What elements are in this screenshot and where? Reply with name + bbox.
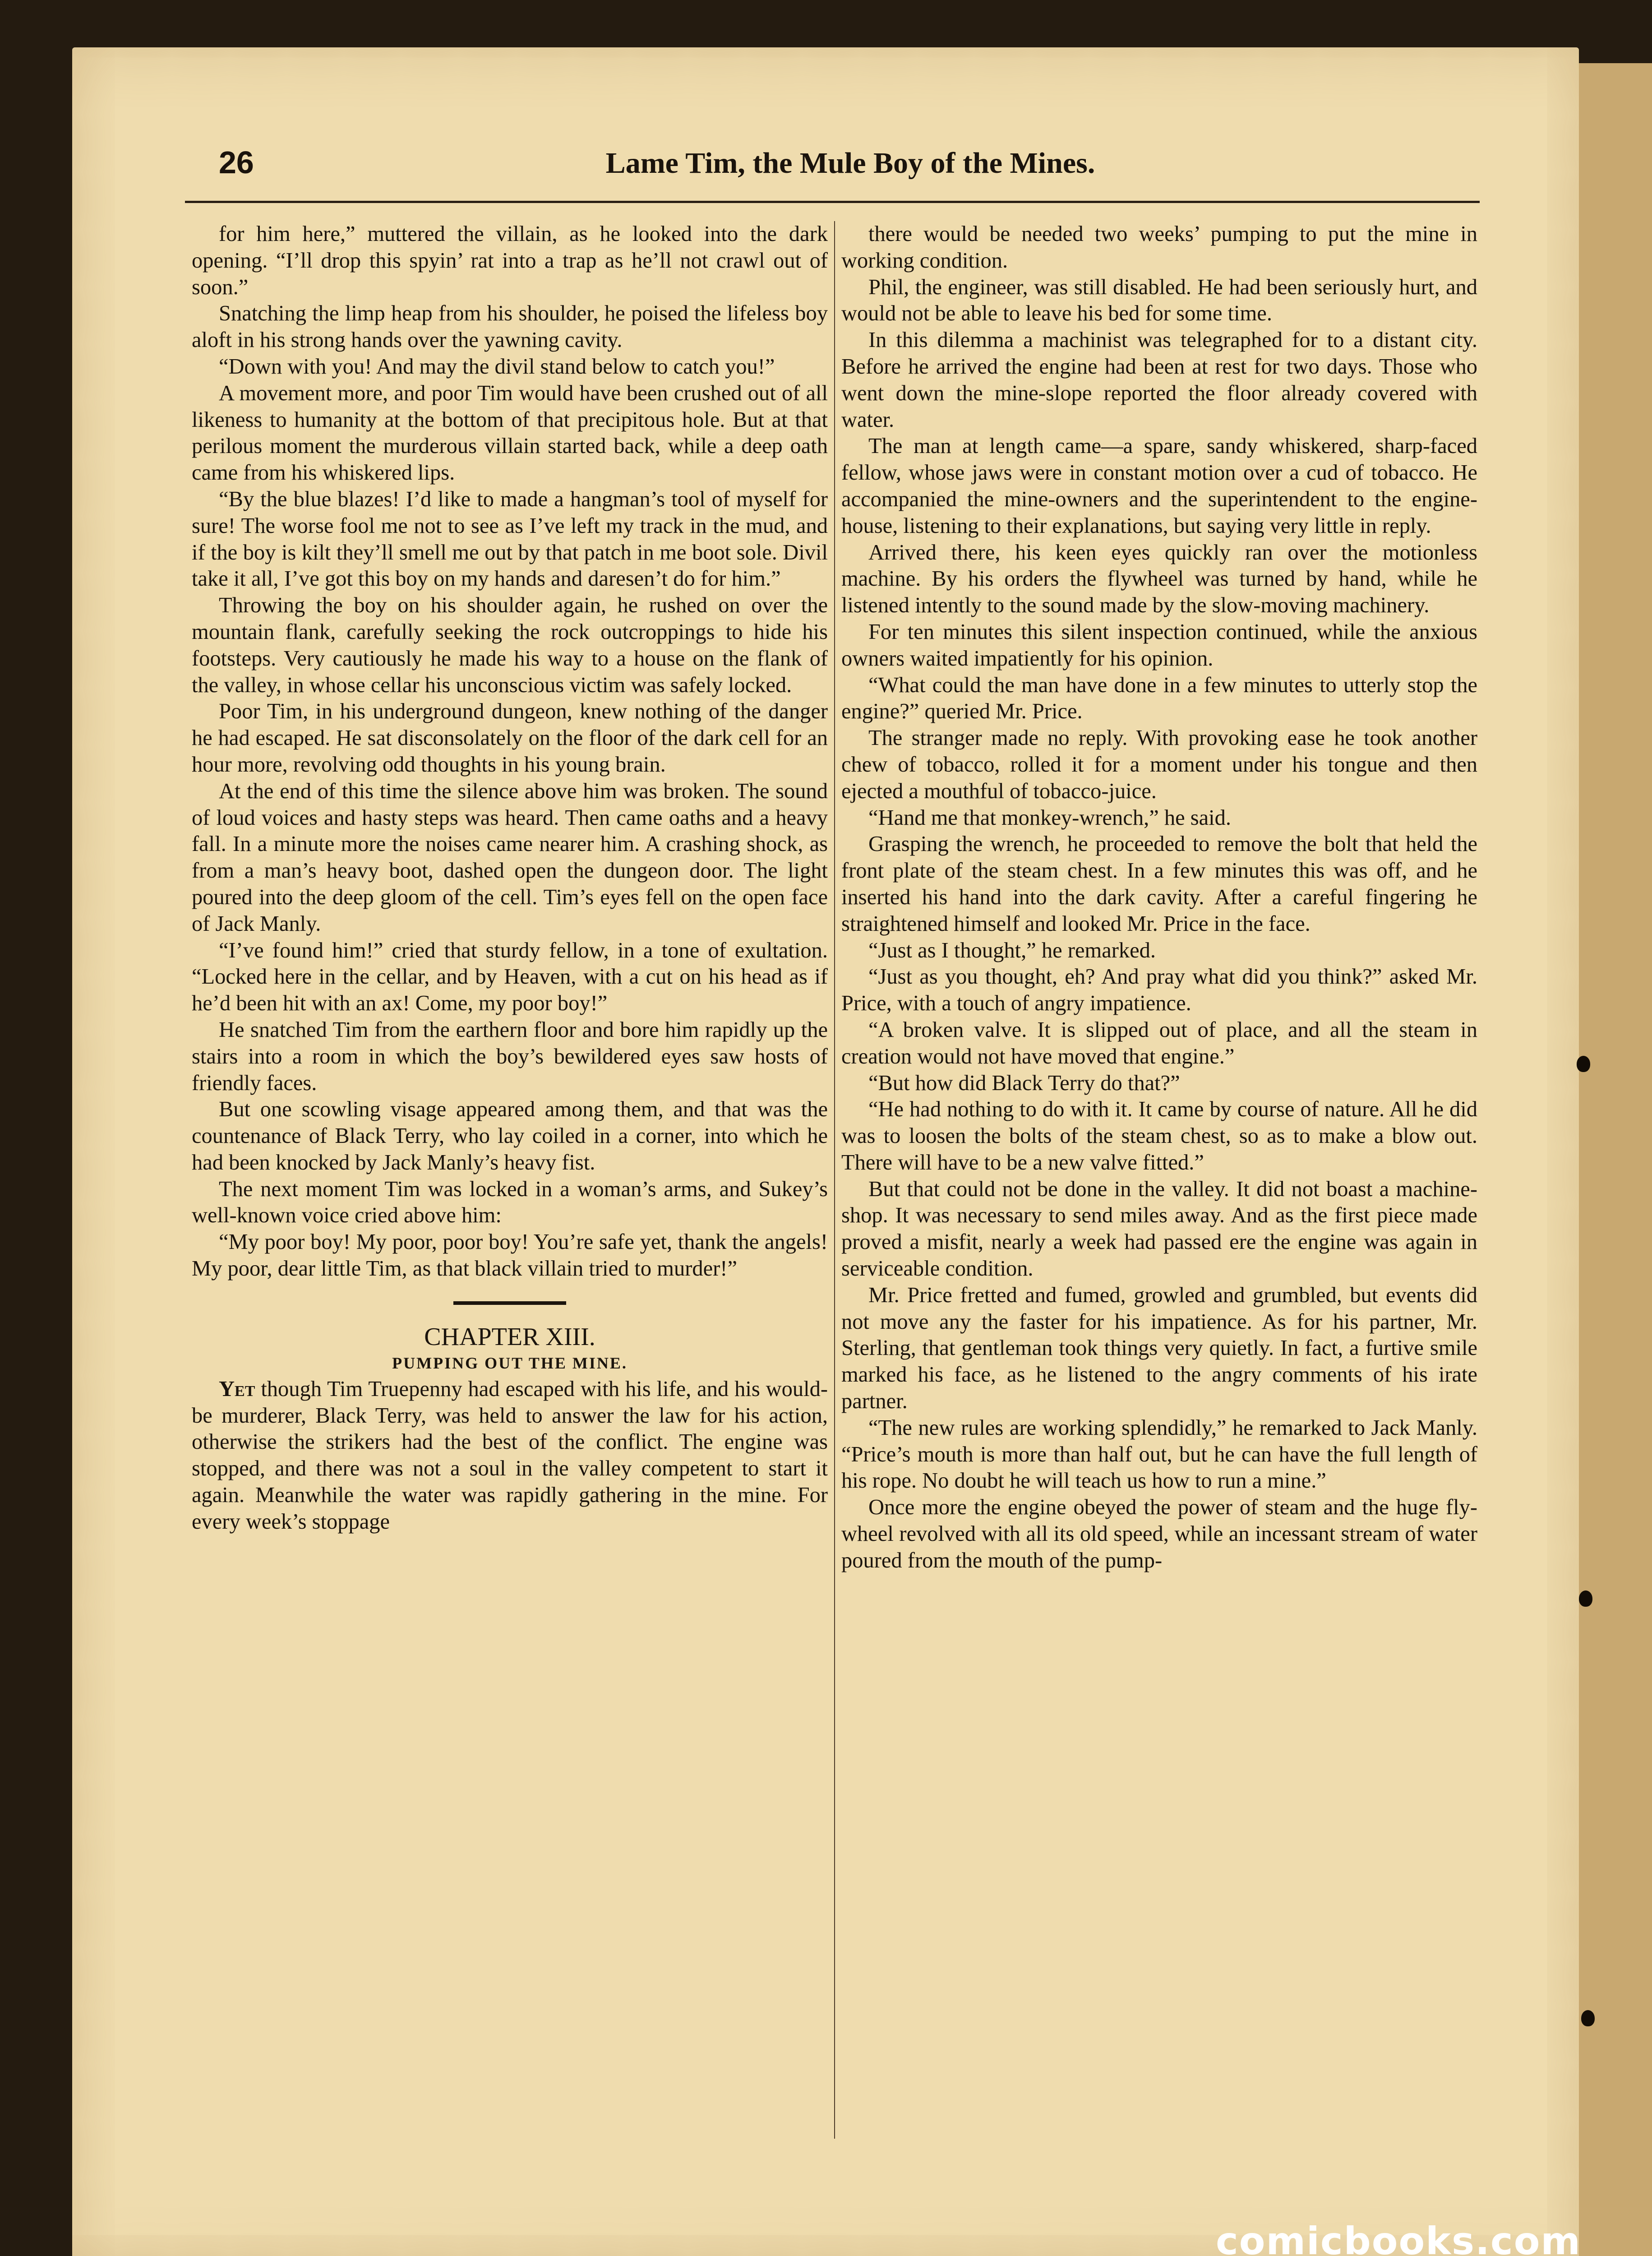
watermark: comicbooks.com <box>1216 2219 1581 2256</box>
binding-hole-mark <box>1581 2010 1595 2026</box>
paragraph: The man at length came—a spare, sandy whiskered, sharp-faced fellow, whose jaws were in constant motion over a cud of tobacco. He accompanied the mine-owners and the superintendent to the engine-house, listening to their explanations, but saying very little in reply. <box>841 434 1477 538</box>
column-divider <box>834 221 835 2139</box>
book-title: Lame Tim, the Mule Boy of the Mines. <box>605 147 1095 180</box>
chapter-lead-word: Yet <box>219 1377 255 1401</box>
left-paragraphs <box>192 221 828 1282</box>
paragraph: “My poor boy! My poor, poor boy! You’re safe yet, thank the angels! My poor, dear little Tim, as that black villain tried to murder!” <box>192 1230 828 1281</box>
paragraph: “A broken valve. It is slipped out of place, and all the steam in creation would not have moved that engine.” <box>841 1017 1477 1068</box>
paragraph: “He had nothing to do with it. It came by course of nature. All he did was to loosen the bolts of the steam chest, so as to make a blow out. There will have to be a new valve fitted.” <box>841 1097 1477 1174</box>
paragraph: “I’ve found him!” cried that sturdy fellow, in a tone of exultation. “Locked here in the cellar, and by Heaven, with a cut on his head as if he’d been hit with an ax! Come, my poor boy!” <box>192 938 828 1016</box>
chapter-heading: CHAPTER XIII. <box>424 1322 595 1351</box>
paragraph: “Down with you! And may the divil stand below to catch you!” <box>219 354 775 379</box>
paragraph: “What could the man have done in a few minutes to utterly stop the engine?” queried Mr. Price. <box>841 673 1477 724</box>
paragraph: He snatched Tim from the earthern floor and bore him rapidly up the stairs into a room in which the boy’s bewildered eyes saw hosts of friendly faces. <box>192 1017 828 1095</box>
right-paragraphs <box>841 221 1477 1574</box>
paragraph: “Just as I thought,” he remarked. <box>868 938 1156 962</box>
paragraph: But one scowling visage appeared among them, and that was the countenance of Black Terry, who lay coiled in a corner, into which he had been knocked by Jack Manly’s heavy fist. <box>192 1097 828 1174</box>
paragraph: But that could not be done in the valley. It did not boast a machine-shop. It was necessary to send miles away. And as the first piece made proved a misfit, nearly a week had passed ere the engine was again in serviceable condition. <box>841 1177 1477 1281</box>
chapter-divider-rule <box>453 1301 566 1305</box>
paragraph: Poor Tim, in his underground dungeon, knew nothing of the danger he had escaped. He sat disconsolately on the floor of the dark cell for an hour more, revolving odd thoughts in his young brain. <box>192 699 828 777</box>
paragraph: Throwing the boy on his shoulder again, he rushed on over the mountain flank, carefully seeking the rock outcroppings to hide his footsteps. Very cautiously he made his way to a house on the flank of the valley, in whose cellar his unconscious victim was safely locked. <box>192 593 828 697</box>
paragraph: In this dilemma a machinist was telegraphed for to a distant city. Before he arrived the engine had been at rest for two days. Those who went down the mine-slope reported the floor already covered with water. <box>841 328 1477 432</box>
paragraph: “By the blue blazes! I’d like to made a hangman’s tool of myself for sure! The worse fool me not to see as I’ve left my track in the mud, and if the boy is kilt they’ll smell me out by that patch in me boot sole. Divil take it all, I’ve got this boy on my hands and daresen’t do for him.” <box>192 487 828 591</box>
paragraph: there would be needed two weeks’ pumping to put the mine in working condition. <box>841 222 1477 273</box>
paragraph: Snatching the limp heap from his shoulder, he poised the lifeless boy aloft in his strong hands over the yawning cavity. <box>192 301 828 352</box>
chapter-subtitle: PUMPING OUT THE MINE. <box>392 1354 628 1372</box>
paragraph: A movement more, and poor Tim would have been crushed out of all likeness to humanity at the bottom of that precipitous hole. But at that perilous moment the murderous villain started back, while a deep oath came from his whiskered lips. <box>192 381 828 485</box>
page-number: 26 <box>219 145 254 180</box>
paragraph: “The new rules are working splendidly,” he remarked to Jack Manly. “Price’s mouth is more than half out, but he can have the full length of his rope. No doubt he will teach us how to run a mine.” <box>841 1415 1477 1493</box>
paragraph: Once more the engine obeyed the power of steam and the huge fly-wheel revolved with all its old speed, while an incessant stream of water poured from the mouth of the pump- <box>841 1495 1477 1572</box>
paragraph: “Just as you thought, eh? And pray what did you think?” asked Mr. Price, with a touch of angry impatience. <box>841 965 1477 1016</box>
paragraph: Mr. Price fretted and fumed, growled and grumbled, but events did not move any the faster for his impatience. As for his partner, Mr. Sterling, that gentleman took things very quietly. In fact, a furtive smile marked his face, as he listened to the angry comments of his irate partner. <box>841 1283 1477 1414</box>
header-rule <box>185 201 1480 203</box>
binding-hole-mark <box>1577 1056 1590 1072</box>
left-column <box>192 221 828 2215</box>
chapter-first-paragraph <box>192 1376 828 1535</box>
binding-hole-mark <box>1579 1590 1592 1607</box>
running-head <box>219 144 1482 194</box>
paragraph: for him here,” muttered the villain, as he looked into the dark opening. “I’ll drop this spyin’ rat into a trap as he’ll not crawl out of soon.” <box>192 222 828 299</box>
chapter-first-text: though Tim Truepenny had escaped with his life, and his would-be murderer, Black Terry, was held to answer the law for his action, otherwise the strikers had the best of the conflict. The engine was stopped, and there was not a soul in the valley competent to start it again. Meanwhile the water was rapidly gathering in the mine. For every week’s stoppage <box>192 1377 828 1534</box>
paragraph: The next moment Tim was locked in a woman’s arms, and Sukey’s well-known voice cried above him: <box>192 1177 828 1228</box>
paragraph: Phil, the engineer, was still disabled. He had been seriously hurt, and would not be able to leave his bed for some time. <box>841 275 1477 326</box>
right-column <box>841 221 1477 2215</box>
paragraph: For ten minutes this silent inspection continued, while the anxious owners waited impatiently for his opinion. <box>841 619 1477 670</box>
adjacent-page-edge <box>1577 63 1652 2256</box>
paragraph: “But how did Black Terry do that?” <box>868 1071 1180 1095</box>
paragraph: At the end of this time the silence above him was broken. The sound of loud voices and hasty steps was heard. Then came oaths and a heavy fall. In a minute more the noises came nearer him. A crashing shock, as from a man’s heavy boot, dashed open the dungeon door. The light poured into the deep gloom of the cell. Tim’s eyes fell on the open face of Jack Manly. <box>192 779 828 936</box>
paragraph: “Hand me that monkey-wrench,” he said. <box>868 805 1231 830</box>
paragraph: Grasping the wrench, he proceeded to remove the bolt that held the front plate of the steam chest. In a few minutes this was off, and he inserted his hand into the dark cavity. After a careful fingering he straightened himself and looked Mr. Price in the face. <box>841 832 1477 936</box>
paragraph: The stranger made no reply. With provoking ease he took another chew of tobacco, rolled it for a moment under his tongue and then ejected a mouthful of tobacco-juice. <box>841 726 1477 803</box>
paragraph: Arrived there, his keen eyes quickly ran over the motionless machine. By his orders the flywheel was turned by hand, while he listened intently to the sound made by the slow-moving machinery. <box>841 540 1477 618</box>
